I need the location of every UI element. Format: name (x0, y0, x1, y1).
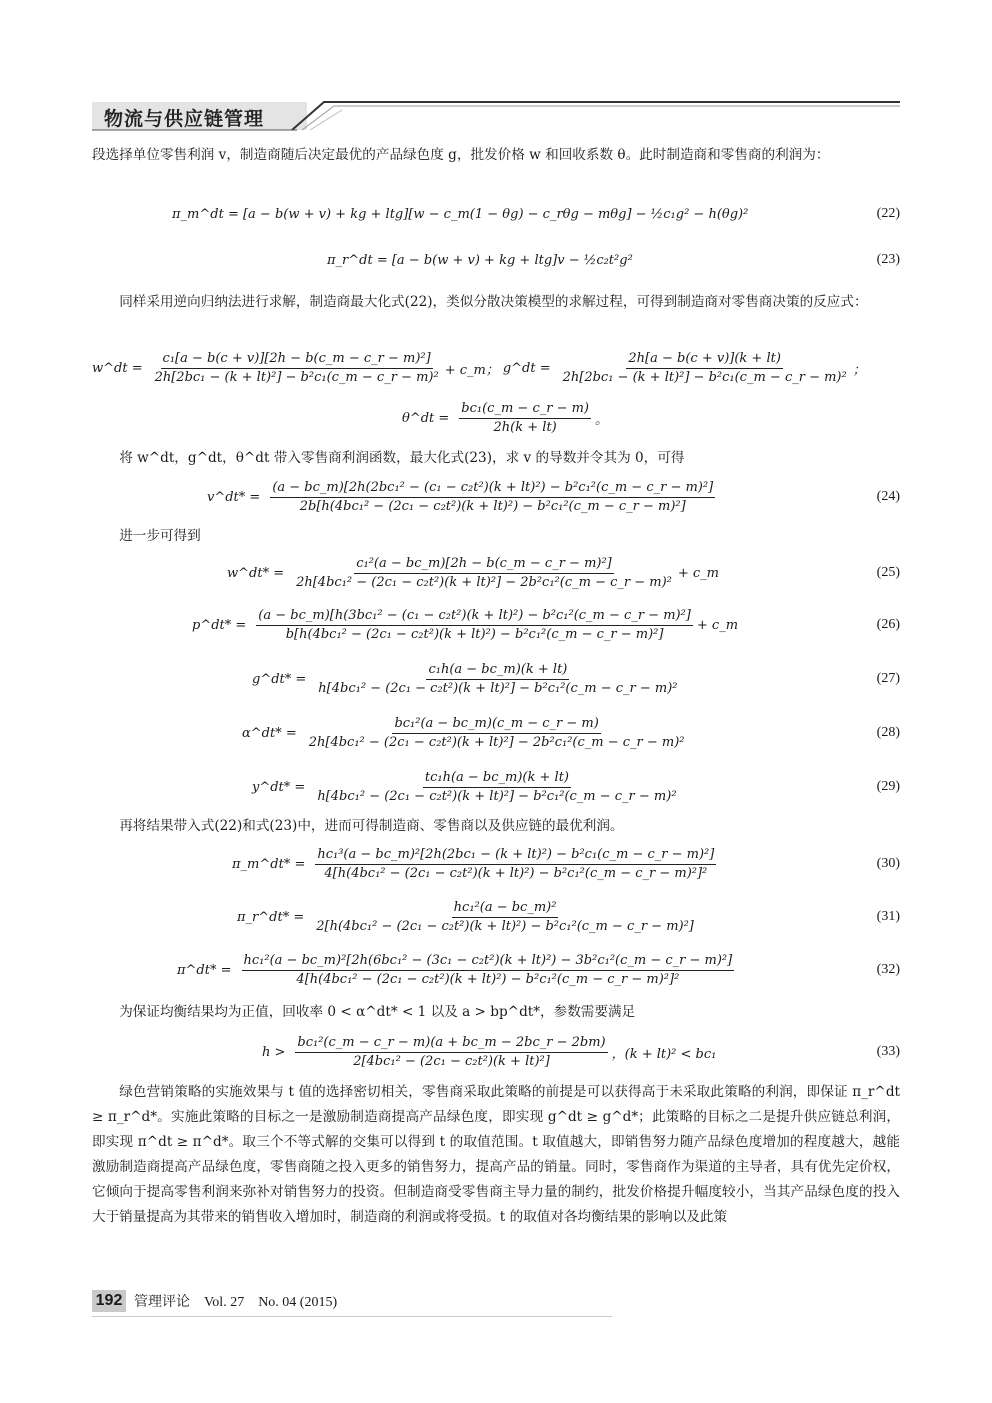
equation-30-lhs: π_m^dt* = (232, 856, 306, 872)
equation-32-fraction (242, 952, 735, 989)
equation-30 (92, 840, 900, 888)
theta-fraction (459, 400, 591, 437)
equation-30-number: (30) (876, 856, 900, 871)
paragraph-intro: 段选择单位零售利润 v，制造商随后决定最优的产品绿色度 g，批发价格 w 和回收系数 θ。此时制造商和零售商的利润为： (92, 147, 830, 163)
equation-27-denominator: h[4bc₁² − (2c₁ − c₂t²)(k + lt)²] − b²c₁²(c_m − c_r − m)² (318, 680, 678, 696)
theta-lhs: θ^dt = (402, 410, 450, 426)
equation-31-fraction (314, 899, 696, 936)
section-title: 物流与供应链管理 (104, 108, 265, 130)
equation-23-body: π_r^dt = [a − b(w + v) + kg + ltg]v − ½c₂t²g² (327, 252, 633, 268)
equation-25-fraction (294, 555, 674, 592)
equation-27-lhs: g^dt* = (252, 671, 307, 687)
journal-info: 管理评论 Vol. 27 No. 04 (2015) (134, 1295, 338, 1310)
equation-26 (92, 602, 900, 648)
equation-31-number: (31) (876, 909, 900, 924)
equation-23-number: (23) (876, 252, 900, 267)
equation-30-fraction (315, 846, 716, 883)
w-tail: + c_m； (444, 362, 499, 378)
footer-rule (92, 1316, 612, 1317)
g-lhs: g^dt = (502, 360, 551, 376)
equation-28-denominator: 2h[4bc₁² − (2c₁ − c₂t²)(k + lt)²] − 2b²c₁²(c_m − c_r − m)² (308, 734, 685, 750)
paragraph-further: 进一步可得到 (119, 528, 201, 544)
equation-26-denominator: b[h(4bc₁² − (2c₁ − c₂t²)(k + lt)²) − b²c₁²(c_m − c_r − m)²] (285, 626, 664, 642)
g-tail: ； (852, 362, 866, 378)
equation-27-number: (27) (876, 671, 900, 686)
equation-25-denominator: 2h[4bc₁² − (2c₁ − c₂t²)(k + lt)²] − 2b²c₁²(c_m − c_r − m)² (296, 574, 672, 590)
equation-27-fraction (316, 661, 679, 698)
equation-22 (92, 194, 900, 234)
equation-25-number: (25) (876, 565, 900, 580)
equation-24-denominator: 2b[h(4bc₁² − (2c₁ − c₂t²)(k + lt)²) − b²c₁²(c_m − c_r − m)²] (299, 498, 686, 514)
equation-28 (92, 710, 900, 756)
equation-24 (92, 474, 900, 520)
equation-27-numerator: c₁h(a − bc_m)(k + lt) (426, 661, 569, 680)
equation-22-number: (22) (876, 206, 900, 221)
paragraph-substitute: 将 w^dt，g^dt，θ^dt 带入零售商利润函数，最大化式(23)，求 v 的导数并令其为 0，可得 (119, 450, 685, 466)
equation-26-tail: + c_m (696, 617, 739, 633)
paragraph-conditions: 为保证均衡结果均为正值，回收率 0 < α^dt* < 1 以及 a > bp^dt*，参数需要满足 (119, 1004, 636, 1020)
journal-header (92, 96, 900, 136)
g-numerator: 2h[a − b(c + v)](k + lt) (626, 350, 783, 369)
equation-25-lhs: w^dt* = (227, 565, 285, 581)
equation-26-numerator: (a − bc_m)[h(3bc₁² − (c₁ − c₂t²)(k + lt)²) − b²c₁²(c_m − c_r − m)²] (256, 607, 693, 626)
equation-32 (92, 946, 900, 994)
equation-28-lhs: α^dt* = (242, 725, 297, 741)
equation-28-numerator: bc₁²(a − bc_m)(c_m − c_r − m) (392, 715, 600, 734)
w-numerator: c₁[a − b(c + v)][2h − b(c_m − c_r − m)²] (161, 350, 433, 369)
equation-33-numerator: bc₁²(c_m − c_r − m)(a + bc_m − 2bc_r − 2bm) (295, 1034, 607, 1053)
equation-25-numerator: c₁²(a − bc_m)[2h − b(c_m − c_r − m)²] (354, 555, 614, 574)
equation-32-number: (32) (876, 962, 900, 977)
equation-25 (92, 550, 900, 596)
g-denominator: 2h[2bc₁ − (k + lt)²] − b²c₁(c_m − c_r − m)² (562, 369, 847, 385)
equation-29 (92, 764, 900, 810)
equation-26-fraction (256, 607, 693, 644)
page-number: 192 (92, 1290, 126, 1312)
equation-33-number: (33) (876, 1044, 900, 1059)
equation-32-denominator: 4[h(4bc₁² − (2c₁ − c₂t²)(k + lt)²) − b²c₁²(c_m − c_r − m)²]² (296, 971, 680, 987)
equation-24-numerator: (a − bc_m)[2h(2bc₁² − (c₁ − c₂t²)(k + lt)²) − b²c₁²(c_m − c_r − m)²] (270, 479, 715, 498)
equation-24-lhs: v^dt* = (207, 489, 261, 505)
theta-tail: 。 (595, 412, 609, 428)
w-fraction (153, 350, 441, 387)
equation-reaction-wg (92, 344, 900, 392)
equation-reaction-theta (92, 396, 900, 440)
equation-31-numerator: hc₁²(a − bc_m)² (452, 899, 559, 918)
equation-26-lhs: p^dt* = (192, 617, 247, 633)
equation-28-fraction (307, 715, 687, 752)
equation-28-number: (28) (876, 725, 900, 740)
equation-32-lhs: π^dt* = (177, 962, 232, 978)
equation-27 (92, 656, 900, 702)
equation-33-fraction (295, 1034, 607, 1071)
paragraph-reaction: 同样采用逆向归纳法进行求解，制造商最大化式(22)，类似分散决策模型的求解过程，可得到制造商对零售商决策的反应式： (119, 294, 868, 310)
theta-denominator: 2h(k + lt) (493, 419, 557, 435)
equation-31-lhs: π_r^dt* = (237, 909, 305, 925)
equation-32-numerator: hc₁²(a − bc_m)²[2h(6bc₁² − (3c₁ − c₂t²)(k + lt)²) − 3b²c₁²(c_m − c_r − m)²] (242, 952, 735, 971)
equation-30-denominator: 4[h(4bc₁² − (2c₁ − c₂t²)(k + lt)²) − b²c₁²(c_m − c_r − m)²]² (324, 865, 708, 881)
equation-29-denominator: h[4bc₁² − (2c₁ − c₂t²)(k + lt)²] − b²c₁²(c_m − c_r − m)² (317, 788, 677, 804)
equation-25-tail: + c_m (677, 565, 720, 581)
equation-31 (92, 894, 900, 940)
paragraph-profits: 再将结果带入式(22)和式(23)中，进而可得制造商、零售商以及供应链的最优利润。 (119, 818, 624, 834)
equation-26-number: (26) (876, 617, 900, 632)
equation-22-body: π_m^dt = [a − b(w + v) + kg + ltg][w − c_m(1 − θg) − c_rθg − mθg] − ½c₁g² − h(θg)² (172, 206, 749, 222)
equation-29-fraction (315, 769, 678, 806)
equation-24-fraction (270, 479, 715, 516)
equation-29-number: (29) (876, 779, 900, 794)
equation-31-denominator: 2[h(4bc₁² − (2c₁ − c₂t²)(k + lt)²) − b²c₁²(c_m − c_r − m)²] (316, 918, 694, 934)
theta-numerator: bc₁(c_m − c_r − m) (459, 400, 591, 419)
paragraph-discussion: 绿色营销策略的实施效果与 t 值的选择密切相关，零售商采取此策略的前提是可以获得高于未采取此策略的利润，即保证 π_r^dt ≥ π_r^d*。实施此策略的目标之一是激励制造商提高产品绿色度，即实现 g^dt ≥ g^d*；此策略的目标之二是提升供应链总利润，即实现 π^dt ≥ π^d*。取三个不等式解的交集可以得到 t 的取值范围。t 取值越大，即销售努力随产品绿色度增加的程度越大，越能激励制造商提高产品绿色度，零售商随之投入更多的销售努力，提高产品的销量。同时，零售商作为渠道的主导者，具有优先定价权，它倾向于提高零售利润来弥补对销售努力的投资。但制造商受零售商主导力量的制约，批发价格提升幅度较小，当其产品绿色度的投入大于销量提高为其带来的销售收入增加时，制造商的利润或将受损。t 的取值对各均衡结果的影响以及此策 (92, 1084, 900, 1225)
equation-33 (92, 1028, 900, 1076)
equation-29-lhs: y^dt* = (252, 779, 306, 795)
g-fraction (561, 350, 849, 387)
equation-33-denominator: 2[4bc₁² − (2c₁ − c₂t²)(k + lt)²] (353, 1053, 550, 1069)
w-lhs: w^dt = (92, 360, 143, 376)
equation-24-number: (24) (876, 489, 900, 504)
equation-30-numerator: hc₁³(a − bc_m)²[2h(2bc₁ − (k + lt)²) − b²c₁(c_m − c_r − m)²] (315, 846, 716, 865)
equation-29-numerator: tc₁h(a − bc_m)(k + lt) (423, 769, 571, 788)
equation-23 (92, 240, 900, 280)
equation-33-tail: ，(k + lt)² < bc₁ (611, 1046, 717, 1062)
equation-33-lhs: h > (262, 1044, 286, 1060)
w-denominator: 2h[2bc₁ − (k + lt)²] − b²c₁(c_m − c_r − m)² (154, 369, 439, 385)
